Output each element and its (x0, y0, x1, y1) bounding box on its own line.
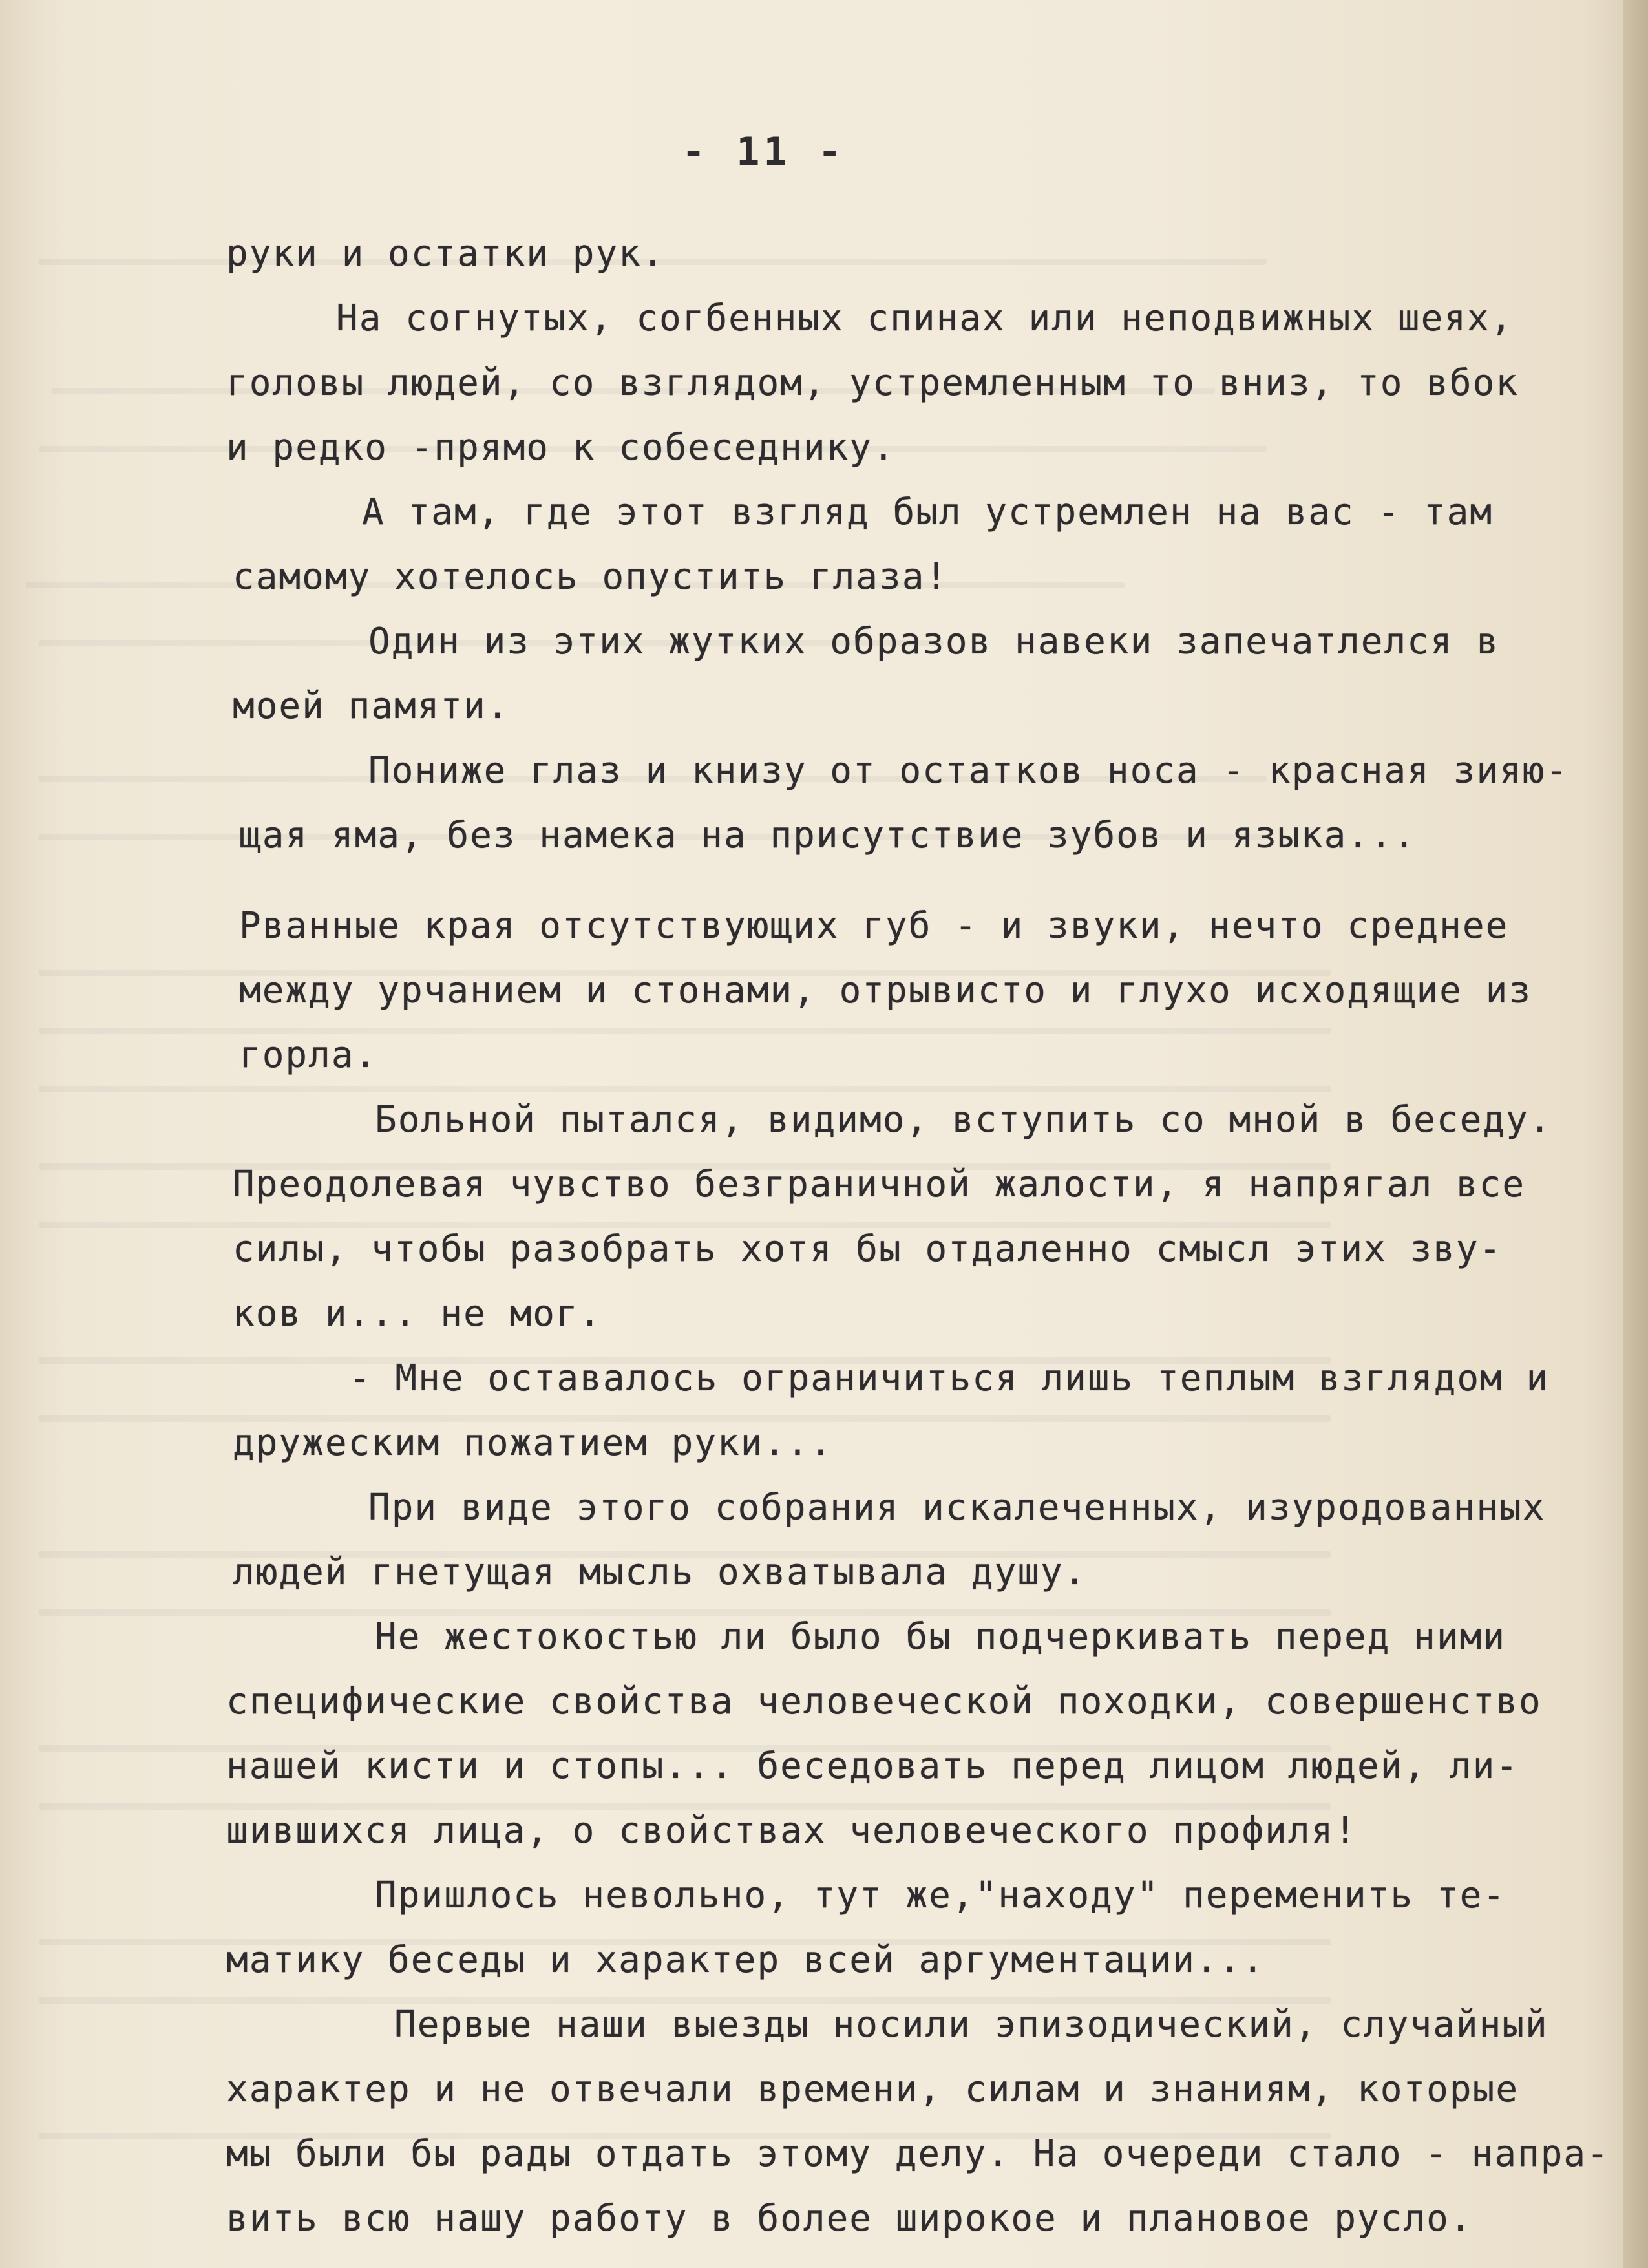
page-number: - 11 - (682, 129, 845, 175)
text-line: щая яма, без намека на присутствие зубов и языка... (239, 814, 1417, 856)
text-line: вить всю нашу работу в более широкое и плановое русло. (226, 2198, 1473, 2240)
text-line: При виде этого собрания искалеченных, изуродованных (368, 1487, 1546, 1529)
text-line: Пониже глаз и книзу от остатков носа - красная зияю- (368, 750, 1569, 792)
text-line: шившихся лица, о свойствах человеческого профиля! (226, 1810, 1358, 1852)
text-line: людей гнетущая мысль охватывала душу. (233, 1551, 1087, 1593)
text-line: руки и остатки рук. (226, 233, 665, 275)
text-line: между урчанием и стонами, отрывисто и глухо исходящие из (239, 970, 1532, 1012)
text-line: А там, где этот взгляд был устремлен на вас - там (362, 491, 1494, 533)
text-line: головы людей, со взглядом, устремленным то вниз, то вбок (226, 362, 1519, 404)
text-line: Не жестокостью ли было бы подчеркивать перед ними (375, 1616, 1506, 1658)
text-line: горла. (239, 1034, 378, 1076)
text-line: матику беседы и характер всей аргументации... (226, 1939, 1265, 1981)
text-line: Преодолевая чувство безграничной жалости, я напрягал все (233, 1163, 1526, 1205)
text-line: Пришлось невольно, тут же,"находу" переменить те- (375, 1874, 1506, 1916)
text-line: и редко -прямо к собеседнику. (226, 427, 896, 469)
text-line: силы, чтобы разобрать хотя бы отдаленно смысл этих зву- (233, 1228, 1503, 1270)
text-line: нашей кисти и стопы... беседовать перед лицом людей, ли- (226, 1745, 1519, 1787)
text-line: самому хотелось опустить глаза! (233, 556, 949, 598)
text-line: специфические свойства человеческой походки, совершенство (226, 1680, 1542, 1722)
text-line: Один из этих жутких образов навеки запечатлелся в (368, 620, 1500, 662)
text-line: Больной пытался, видимо, вступить со мной в беседу. (375, 1099, 1552, 1141)
text-line: ков и... не мог. (233, 1293, 602, 1335)
text-line: моей памяти. (233, 685, 510, 727)
text-line: характер и не отвечали времени, силам и знаниям, которые (226, 2068, 1519, 2110)
text-line: мы были бы рады отдать этому делу. На очереди стало - напра- (226, 2133, 1610, 2175)
text-line: - Мне оставалось ограничиться лишь теплым взглядом и (349, 1357, 1550, 1399)
text-line: дружеским пожатием руки... (233, 1422, 833, 1464)
text-line: Первые наши выезды носили эпизодический, случайный (394, 2004, 1548, 2046)
text-line: Рванные края отсутствующих губ - и звуки, нечто среднее (239, 905, 1509, 947)
text-line: На согнутых, согбенных спинах или неподвижных шеях, (336, 297, 1514, 339)
